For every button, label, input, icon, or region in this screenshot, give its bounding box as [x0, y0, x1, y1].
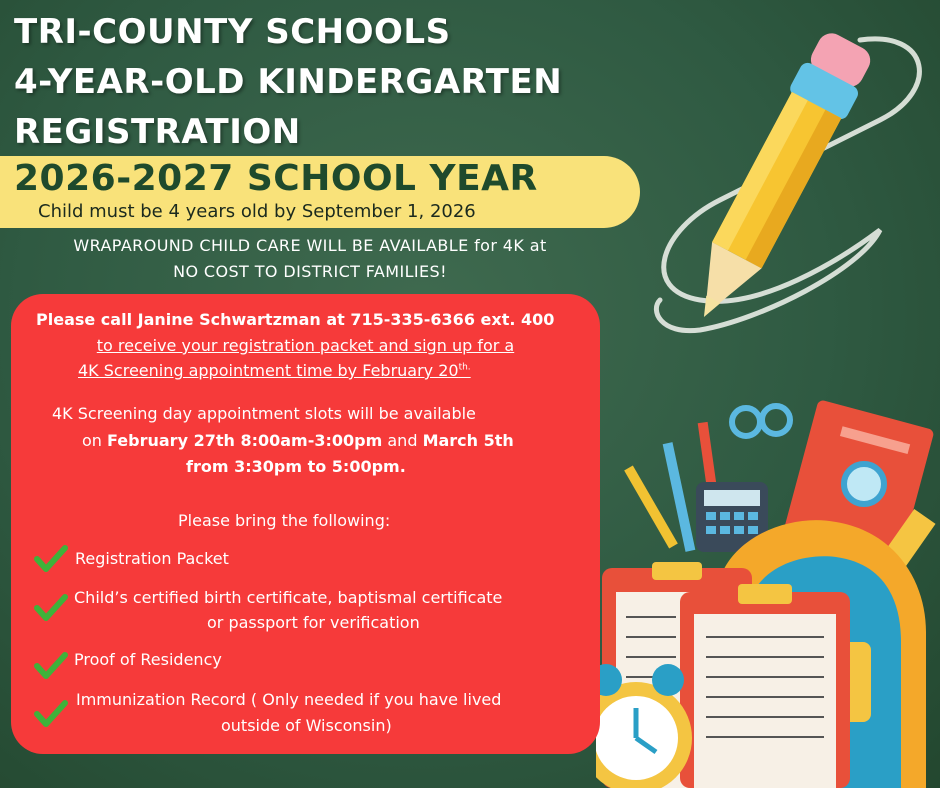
age-requirement: Child must be 4 years old by September 1, 2026	[38, 201, 476, 222]
slots-and: and	[382, 431, 423, 450]
pencil-illustration	[630, 20, 900, 340]
title-line-2: 4-YEAR-OLD KINDERGARTEN	[14, 62, 563, 102]
checkmark-icon	[34, 545, 68, 573]
deadline-suffix: th.	[458, 362, 471, 373]
school-supplies-illustration	[596, 392, 940, 788]
call-instruction: Please call Janine Schwartzman at 715-335-6366 ext. 400	[36, 310, 555, 329]
checkmark-icon	[34, 594, 68, 622]
slots-on: on	[82, 431, 108, 450]
title-line-3: REGISTRATION	[14, 112, 301, 152]
wraparound-line-2: NO COST TO DISTRICT FAMILIES!	[173, 262, 447, 281]
screening-deadline: 4K Screening appointment time by February 20	[78, 361, 459, 380]
receive-packet-line-2	[78, 361, 471, 380]
checkmark-icon	[34, 652, 68, 680]
slots-date-2: March 5th	[422, 431, 514, 450]
checklist-item-3: Proof of Residency	[74, 650, 222, 669]
checkmark-icon	[34, 700, 68, 728]
title-line-1: TRI-COUNTY SCHOOLS	[14, 12, 451, 52]
checklist-item-4: Immunization Record ( Only needed if you have lived	[76, 690, 502, 709]
slots-date-1: February 27th 8:00am-3:00pm	[107, 431, 383, 450]
bring-heading: Please bring the following:	[178, 511, 391, 530]
checklist-item-2: Child’s certified birth certificate, baptismal certificate	[74, 588, 503, 607]
slots-line-1: 4K Screening day appointment slots will be available	[52, 404, 476, 423]
slots-line-3: from 3:30pm to 5:00pm.	[186, 457, 406, 476]
checklist-item-2-continued: or passport for verification	[207, 613, 420, 632]
receive-packet-line-1: to receive your registration packet and sign up for a	[96, 336, 515, 355]
school-year-heading: 2026-2027 SCHOOL YEAR	[14, 158, 538, 199]
checklist-item-1: Registration Packet	[75, 549, 229, 568]
checklist-item-4-continued: outside of Wisconsin)	[221, 716, 392, 735]
slots-line-2	[82, 431, 514, 450]
wraparound-line-1: WRAPAROUND CHILD CARE WILL BE AVAILABLE for 4K at	[73, 236, 547, 255]
